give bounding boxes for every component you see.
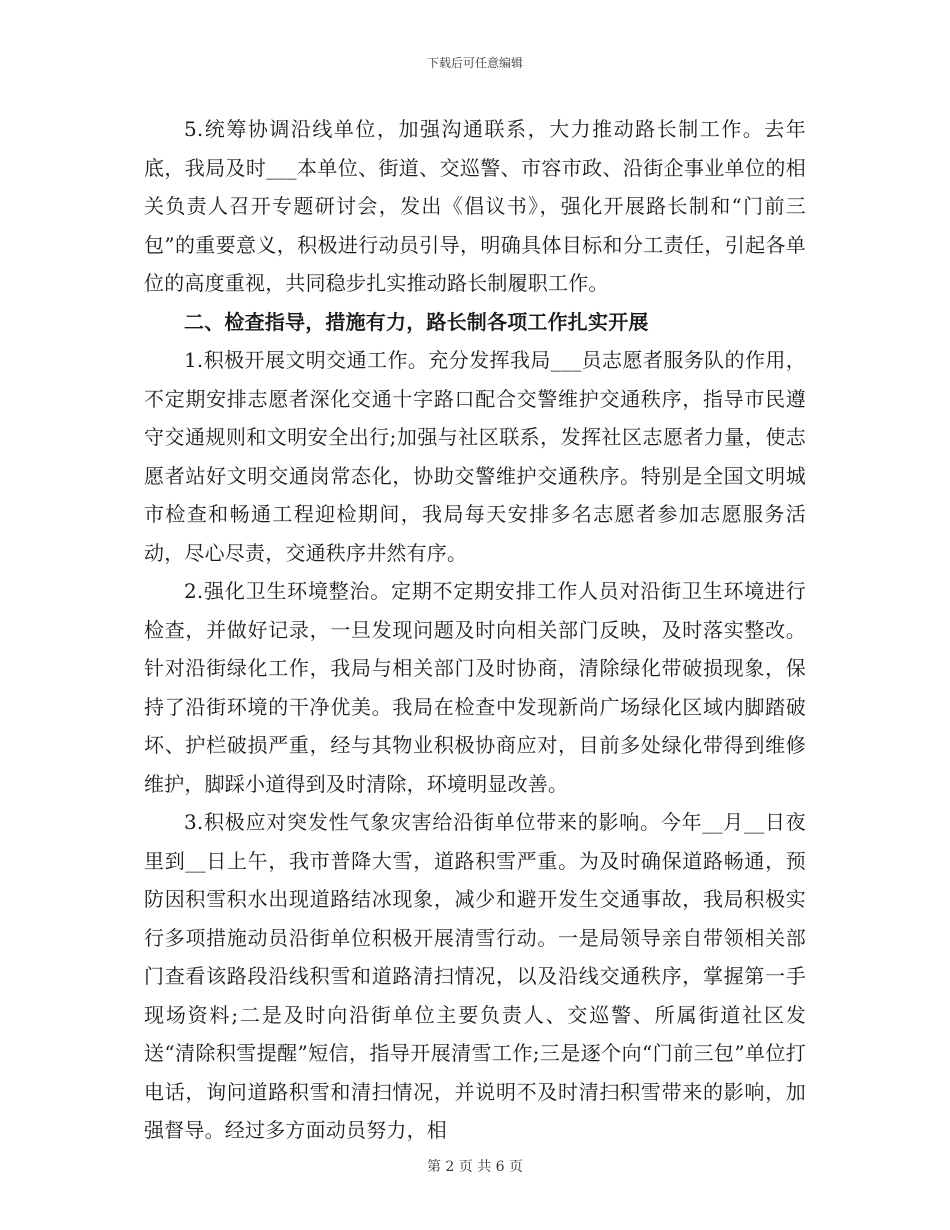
paragraph-item-5: 5.统筹协调沿线单位，加强沟通联系，大力推动路长制工作。去年底，我局及时___本单位、街道、交巡警、市容市政、沿街企事业单位的相关负责人召开专题研讨会，发出《倡议书》，强化开展路长制和“门前三包”的重要意义，积极进行动员引导，明确具体目标和分工责任，引起各单位的高度重视，共同稳步扎实推动路长制履职工作。 <box>144 117 806 295</box>
paragraph-item-1: 1.积极开展文明交通工作。充分发挥我局___员志愿者服务队的作用，不定期安排志愿者深化交通十字路口配合交警维护交通秩序，指导市民遵守交通规则和文明安全出行;加强与社区联系，发挥社区志愿者力量，使志愿者站好文明交通岗常态化，协助交警维护交通秩序。特别是全国文明城市检查和畅通工程迎检期间，我局每天安排多名志愿者参加志愿服务活动，尽心尽责，交通秩序井然有序。 <box>144 348 806 565</box>
paragraph-item-3: 3.积极应对突发性气象灾害给沿街单位带来的影响。今年__月__日夜里到__日上午，我市普降大雪，道路积雪严重。为及时确保道路畅通，预防因积雪积水出现道路结冰现象，减少和避开发生交通事故，我局积极实行多项措施动员沿街单位积极开展清雪行动。一是局领导亲自带领相关部门查看该路段沿线积雪和道路清扫情况，以及沿线交通秩序，掌握第一手现场资料;二是及时向沿街单位主要负责人、交巡警、所属街道社区发送“清除积雪提醒”短信，指导开展清雪工作;三是逐个向“门前三包”单位打电话，询问道路积雪和清扫情况，并说明不及时清扫积雪带来的影响，加强督导。经过多方面动员努力，相 <box>144 810 806 1142</box>
paragraph-item-2: 2.强化卫生环境整治。定期不定期安排工作人员对沿街卫生环境进行检查，并做好记录，一旦发现问题及时向相关部门反映，及时落实整改。针对沿街绿化工作，我局与相关部门及时协商，清除绿化带破损现象，保持了沿街环境的干净优美。我局在检查中发现新尚广场绿化区域内脚踏破坏、护栏破损严重，经与其物业积极协商应对，目前多处绿化带得到维修维护，脚踩小道得到及时清除，环境明显改善。 <box>144 579 806 796</box>
page-number: 第 2 页 共 6 页 <box>426 1159 524 1175</box>
document-body <box>144 110 806 1150</box>
page-header: 下载后可任意编辑 <box>426 56 523 70</box>
section-heading: 二、检查指导，措施有力，路长制各项工作扎实开展 <box>184 309 649 334</box>
